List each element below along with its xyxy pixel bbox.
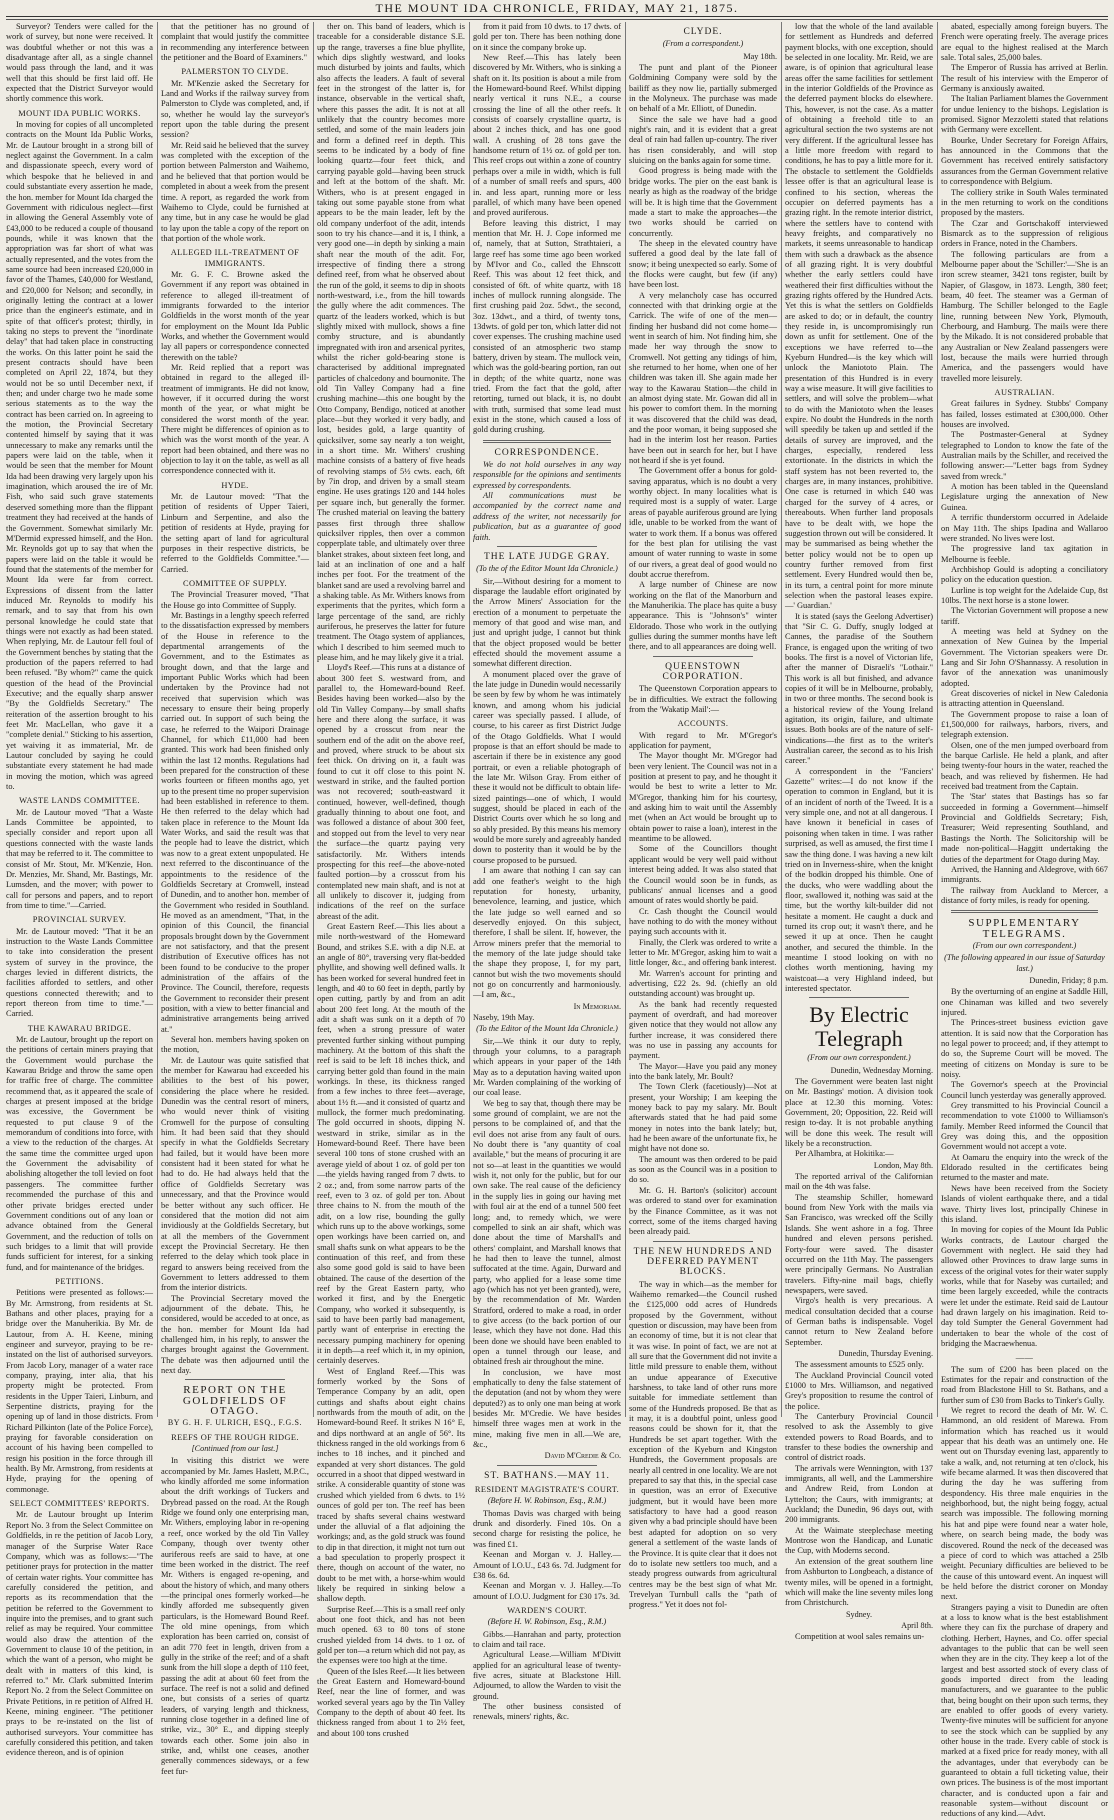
letter-signature: In Memoriam. xyxy=(573,1001,621,1011)
paragraph: In moving for copies of the Mount Ida Public Works contracts, de Lautour charged the Government with neglect. He said they had allowed other Provinces to draw large sums in excess of the original votes for their water supply works, while that for Naseby was curtailed; and time been largely exceeded, while the contracts were let under the estimate. Reid said de Lautour had drawn largely on his imagination. Reid to-day told Sumpter the General Government had undertaken to bear the whole of the cost of bridging the Macraewhenua. xyxy=(941,1225,1108,1348)
paragraph: The amount was then ordered to be paid as soon as the Council was in a position to do so. xyxy=(629,1154,777,1185)
section-heading-rough-ridge: REEFS OF THE ROUGH RIDGE. xyxy=(171,1432,299,1442)
paragraph: Keenan and Morgan v. J. Halley.—Amount of I.O.U., £43 6s. 7d. Judgment for £38 6s. 6d. xyxy=(473,1550,621,1580)
section-heading-public-works: MOUNT IDA PUBLIC WORKS. xyxy=(18,108,141,118)
paragraph: Mr. de Lautour, brought up the report on the petitions of certain miners praying that the Government would purchase the Kawarau Bridge and throw the same open for traffic free of charge. The committee recommend that, as it appeared the scale of charges at present imposed at the bridge was excessive, the Government be requested to put clause 9 of the memorandum of conditions into force, with a view to the reduction of the charges. At the same time the committee urged upon the Government the advisability of abolishing altogether the toll levied on foot passengers. The committee further recommended the purchase of this and other private bridges erected under Government conditions out of any loan or advance obtained from the General Government, and the reduction of tolls on such bridges to a limit that will provide funds sufficient for interest, for a sinking fund, and for maintenance of the bridges. xyxy=(6,1035,153,1272)
correspondent-note: (From a correspondent.) xyxy=(662,39,744,49)
dateline: May 18th. xyxy=(743,51,777,61)
paragraph: Great discoveries of nickel in New Caledonia is attracting attention in Queensland. xyxy=(941,689,1108,709)
section-heading-australian: AUSTRALIAN. xyxy=(994,388,1055,398)
paragraph: Competition at wool sales remains un- xyxy=(795,1632,925,1642)
paragraph: Before leaving this district, I may mention that Mr. H. J. Cope informed me of, namely, that at Sutton, Strathtaieri, a large reef has some time ago been worked by M'Ivor and Co., called the Ehnscott Reef. This was about 12 feet thick, and consisted of 6ft. of white quartz, with 18 inches of mullock running alongside. The first crushing paid 2oz. 5dwt., the second, 3oz. 13dwt., and a third, of twenty tons, 13dwts. of gold per ton, which latter did not cover expenses. The crushing machine used consisted of an atmospheric two stamp battery, driven by steam. The mullock vein, which was the gold-bearing portion, ran out in depth; of the white quartz, none was tried. From the fact that the gold, after retorting, turned out black, it is, no doubt with truth, surmised that some lead must exist in the stone, which caused a loss of gold during crushing. xyxy=(473,218,621,435)
paragraph: The 'Star' states that Bastings has so far succeeded in forming a Government—himself Provincial and Goldfields Secretary; Fish, Treasurer; Weid representing Southland, and Bastings the North. The Solicitorship will be made non-political—Haggitt undertaking the duties of the department for Otago during May. xyxy=(941,792,1108,864)
section-heading-wardens-court: WARDEN'S COURT. xyxy=(507,1605,587,1615)
paragraph: By the overturning of an engine at Saddle Hill, one Chinaman was killed and two severely injured. xyxy=(941,987,1108,1017)
paragraph: Mr. G. F. C. Browne asked the Government if any report was obtained in reference to alleged ill-treatment of immigrants forwarded to the interior Goldfields in the worst month of the year for employment on the Mount Ida Public Works, and whether the Government would lay all papers or correspondence connected therewith on the table? xyxy=(161,269,309,362)
paragraph: At the Waimate steeplechase meeting Montrose won the Handicap, and Lunatic the Cup, with Moderns second. xyxy=(785,1525,933,1556)
paragraph: The reported arrival of the Californian mail on the 4th was false. xyxy=(785,1172,933,1192)
dateline: Dunedin, Thursday Evening. xyxy=(838,1348,933,1358)
paragraph: The colliery strike in South Wales terminated in the men returning to work on the conditions proposed by the masters. xyxy=(941,187,1108,218)
paragraph: A motion has been tabled in the Queensland Legislature urging the annexation of New Guinea. xyxy=(941,482,1108,512)
paragraph: The Emperor of Russia has arrived at Berlin. The result of his interview with the Emperor of Germany is anxiously awaited. xyxy=(941,63,1108,94)
paragraph: Mr. de Lautour moved: "That it be an instruction to the Waste Lands Committee to take into consideration the present system of survey in the province, the charges levied in different districts, the facilities afforded to settlers, and other questions connected therewith; and to report thereon from time to time."—Carried. xyxy=(6,926,153,1019)
letter-signature: David M'Credie & Co. xyxy=(544,1451,621,1461)
double-divider xyxy=(483,440,611,443)
column-divider xyxy=(937,22,938,1417)
divider xyxy=(809,997,909,998)
paragraph: Thomas Davis was charged with being drunk and disorderly. Fined 10s. On a second charge for resisting the police, he was fined £1. xyxy=(473,1508,621,1549)
paragraph: Cr. Cash thought the Council would have nothing to do with the money without paying such accounts with it. xyxy=(629,906,777,937)
section-heading-rm-court: RESIDENT MAGISTRATE'S COURT. xyxy=(474,1485,620,1495)
paragraph: Archbishop Gould is adopting a conciliatory policy on the education question. xyxy=(941,564,1108,585)
double-divider xyxy=(951,910,1098,913)
paragraph: Olsen, one of the men jumped overboard from the barque Carlisle. He held a plank, and after being twenty-four hours in the water, reached the beach, and was relieved by fishermen. He had received bad treatment from the Captain. xyxy=(941,740,1108,792)
paragraph: The Government propose to raise a loan of £1,500,000 for railways, harbors, rivers, and telegraph extension. xyxy=(941,709,1108,740)
paragraph: West of England Reef.—This was formerly worked by the Sons of Temperance Company by an adit, open cuttings and shafts about eight chains northwards from the mouth of adit, on the Homeward-bound Reef. It strikes N 16° E, and dips northward at an angle of 56°. Its thickness ranged in the old workings from 6 inches to 18 inches, and it pinched and expanded at very short distances. The gold occurred in a shoot that dipped westward in strike. A considerable quantity of stone was crushed which yielded from 6 dwts. to 1½ ounces of gold per ton. The reef has been traced by shafts several chains westward under the alluvial of a flat adjoining the workings; and, as the gold struck was found to dip in that direction, it might not turn out a bad speculation to properly prospect it there, though on account of the water, no doubt to be met with, a horse-whim would likely be required in sinking below a shallow depth. xyxy=(317,1366,465,1604)
paragraph: Agricultural Lease.—William M'Divitt applied for an agricultural lease of twenty-five acres, situate at Blackstone Hill. Adjourned, to allow the Warden to visit the ground. xyxy=(473,1650,621,1701)
section-heading-kawarau-bridge: THE KAWARAU BRIDGE. xyxy=(27,1023,132,1033)
column-7 xyxy=(941,22,1108,1819)
masthead-rule-secondary xyxy=(6,19,1108,20)
paragraph: Mr. de Lautour moved: "That the petition of residents of Upper Taieri, Linburn and Serpentine, and also the petition of residents at Hyde, praying for the setting apart of land for agricultural purposes in their respective districts, be referred to the Goldfields Committee."—Carried. xyxy=(161,492,309,574)
paragraph: The other business consisted of renewals, miners' rights, &c. xyxy=(473,1701,621,1722)
paragraph: Surprise Reef.—This is a small reef only about one foot thick, and has not been much opened. 63 to 80 tons of stone crushed yielded from 14 dwts. to 1 oz. of gold per ton—a return which did not pay, as the expenses were too high at the time. xyxy=(317,1604,465,1666)
paragraph: The Government were beaten last night on Mr. Bastings' motion. A division took place at 12.30 this morning. Votes: Government, 20; Opposition, 22. Reid will resign to-day. It is not probable anything will be done this week. The result will likely be a reconstruction. xyxy=(785,1077,933,1149)
paragraph: Bourke, Under Secretary for Foreign Affairs, has announced in the Commons that the Government has received entirely satisfactory assurances from the German Government relative to correspondence with Belgium. xyxy=(941,135,1108,187)
paragraph: An extension of the great southern line from Ashburton to Longbeach, a distance of twenty miles, will be opened in a fortnight, which will make the line seventy miles long from Christchurch. xyxy=(785,1556,933,1608)
section-heading-clyde: CLYDE. xyxy=(683,27,723,37)
column-2 xyxy=(161,22,309,1776)
paragraph: The sum of £200 has been placed on the Estimates for the repair and construction of the road from Blackstone Hill to St. Bathans, and a further sum of £30 from Backs to Tinker's Gully. xyxy=(941,1364,1108,1405)
paragraph: A large number of Chinese are now working on the flat of the Manorburn and the Manuherikia. The place has quite a busy appearance. This is "Johnson's" winter Eldorado. Those who work in the outlying gullies during the summer months have left there, and to all appearances are doing well. xyxy=(629,580,777,652)
paragraph: low that the whole of the land available for settlement as Hundreds and deferred payment blocks, with one exception, should be selected in one locality. Mr. Reid, we are aware, is of opinion that agricultural lease areas offer the same facilities for settlement in the interior Goldfields of the Province as the deferred payment blocks do elsewhere. This, however, is not the case. As a matter of obtaining a freehold title to an agricultural section the two systems are not very different. If the agricultural lessee has a little more freedom with regard to conditions, he has to pay a little more for it. The obstacle to settlement the Goldfields lessee offer is that an agricultural lease is confined to his section, whereas the occupier on deferred payments has a grazing right. In the remote interior district, where the settlers have to contend with heavy freights, and comparatively no markets, it seems unreasonable to handicap them with such a drawback as the absence of all grazing right. It is very doubtful whether the early settlers could have weathered their first difficulties without the grazing rights offered by the Hundred Acts. Yet this is what the settlers on Goldfields are asked to do; or in default, the country they reside in, is uncompromisingly run down as unfit for settlement. One of the exceptions we have referred to—the Kyeburn Hundred—is the key which will unlock the Maniototo Plain. The presentation of this Hundred is in every way a wise measure. It will give facilities to settlers, and will solve the problem—what to do with the Maniototo when the leases expire. No doubt the Hundreds in the north will speedily be taken up and settled if the details of survey are improved, and the charges, especially, rendered less extortionate. In the districts in which the staff system has not been reverted to, the charges are, in many instances, prohibitive. One case is returned in which £40 was charged for the survey of 4 acres, or thereabouts. When further land proposals have to be dealt with, we hope the suggestion thrown out will be considered. It may be summarised as being whether the better policy would not be to open up country further removed from first settlement. Every Hundred would then be, in its turn, a central point for more minute selection when the pastoral leases expire.—' Guardian.' xyxy=(785,22,933,611)
paragraph: Lloyd's Reef.—This runs at a distance of about 300 feet S. westward from, and parallel to, the Homeward-bound Reef. Besides having been worked—also by the old Tin Valley Company—by small shafts here and there along the surface, it was opened by a crosscut from near the southern end of the adit on the above reef, and proved, where struck to be about six feet thick. On driving on it, a fault was found to cut it off close to this point N. westward in strike, and the faulted portion was not recovered; south-eastward it continued, however, well-defined, though gradually thinning to about one foot, and was followed a distance of about 300 feet, and stopped out from the level to very near the surface—the quartz paying very satisfactorily. Mr. Withers intends prospecting for this reef—the above-noted faulted portion—by a crosscut from his contemplated new main shaft, and is not at all unlikely to discover it, judging from indications of the reef on the surface abreast of the adit. xyxy=(317,663,465,921)
section-heading-electric-telegraph: By Electric Telegraph xyxy=(809,1002,909,1052)
column-3 xyxy=(317,22,465,1738)
column-5 xyxy=(629,22,777,1610)
section-heading-select-committees: SELECT COMMITTEES' REPORTS. xyxy=(9,1499,150,1509)
paragraph: News have been received from the Society Islands of violent earthquake there, and a tidal wave. Thirty lives lost, principally Chinese in this island. xyxy=(941,1183,1108,1224)
paragraph: We beg to say that, though there may be some ground of complaint, we are not the persons to be complained of, and that the evil does not arise from any fault of ours. No doubt there is "any quantity of coal available," but the means of procuring it are not so—at least in the quantities we would wish it, not only for the public, but for our own sake. The real cause of the deficiency in the supply lies in going our having met with foul air at the end of a tunnel 500 feet long; and, to remedy which, we were compelled to sink an air shaft, which was done about the time of Marshall's and others' complaint, and Marshall knows that he had then to leave the tunnel, almost suffocated at the time. Again, Durward and party, who applied for a lease some time ago (which has not yet been granted), were, by the recommendation of Mr. Warden Stratford, ordered to make a road, in order to give access (to the back portion of our lease, which they have not done. Had this been done we should have been enabled to open a tunnel through our lease, and obtained fresh air throughout the mine. xyxy=(473,1098,621,1367)
paragraph: The Provincial Treasurer moved, "That the House go into Committee of Supply. xyxy=(161,590,309,610)
divider xyxy=(497,1465,597,1466)
paragraph: A terrific thunderstorm occurred in Adelaide on May 11th. The ships Ipadina and Wallaroo were stranded. No lives were lost. xyxy=(941,513,1108,543)
paragraph: Mr. Bastings in a lengthy speech referred to the dissatisfaction expressed by members of the House in reference to the departmental arrangements of the Government, and to the Estimates as brought down, and that the large and important Public Works which had been undertaken by the Province had not received that supervision which was necessary to ensure their being properly carried out. In support of such being the case, he referred to the Waipori Drainage Channel, for which £11,000 had been granted. This work had been finished only within the last 12 months. Regulations had been prepared for the construction of these works fourteen or fifteen months ago, yet up to the present time no proper supervision had been established in reference to them. He then referred to the delay which had taken place in reference to the Mount Ida Water Works, and said the result was that the people had to leave the district, which was now to a great extent unpopulated. He next referred to the discontinuance of the appointments to the residence of the Goldfields Secretary at Cromwell, instead of Dunedin, and to another hon. member of the Government who resided in Southland. He moved as an amendment, "That, in the opinion of this Council, the financial proposals brought down by the Government are not satisfactory, and that the present distribution of Executive offices has not been found to be conducive to the proper administration of the affairs of the Province. The Council, therefore, requests the Government to reconsider their present position, with a view to better financial and administrative arrangements being arrived at." xyxy=(161,610,309,1034)
paragraph: The progressive land tax agitation in Melbourne is feeble. xyxy=(941,544,1108,564)
paragraph: The arrivals were Wennington, with 137 immigrants, all well, and the Lammershire and Andrew Reid, from London at Lyttelton; the Caurs, with immigrants; at Auckland; the Dunedin, 96 days out, with 200 immigrants. xyxy=(785,1463,933,1525)
section-heading-waste-lands: WASTE LANDS COMMITTEE. xyxy=(19,796,140,806)
letter-addressee: (To the of the Editor Mount Ida Chronicle.) xyxy=(476,564,618,574)
paragraph: Some of the Councillors thought applicant would be very well paid without interest being added. It was also stated that the Council would soon be in funds, as publicans' annual licenses and a good amount of rates would shortly be paid. xyxy=(629,844,777,906)
article-title-goldfields-report: REPORT ON THE GOLDFIELDS OF OTAGO. xyxy=(182,1384,288,1418)
paragraph: The Provincial Secretary moved the adjournment of the debate. This, he considered, would be acceded to at once, as the hon. member for Mount Ida had challenged him, in his reply, to answer the charges brought against the Government. The debate was then adjourned until the next day. xyxy=(161,1293,309,1375)
paragraph: The Queenstown Corporation appears to be in difficulties. We extract the following from the 'Wakatip Mail':— xyxy=(629,684,777,714)
section-heading-supply: COMMITTEE OF SUPPLY. xyxy=(182,578,288,588)
reprint-note: (The following appeared in our issue of Saturday last.) xyxy=(944,953,1105,973)
article-byline: BY G. H. F. ULRICH, ESQ., F.G.S. xyxy=(167,1418,303,1428)
paragraph: Since the sale we have had a good night's rain, and it is evident that a great deal of rain had fallen up-country. The river has risen considerably, and will stop sluicing on the banks again for some time. xyxy=(629,114,777,166)
paragraph: Mr. Warren's account for printing and advertising, £22 2s. 9d. (chiefly an old outstanding account) was brought up. xyxy=(629,968,777,999)
letter-title-judge-gray: THE LATE JUDGE GRAY. xyxy=(483,551,611,562)
paragraph: Mr. de Lautour moved "That a Waste Lands Committee be appointed, to specially consider and report upon all questions connected with the waste lands that may be referred to it. The committee to consist of Mr. Stout, Mr. M'Kenzie, Hon. Dr. Menzies, Mr. Shand, Mr. Bastings, Mr. Lumsden, and the mover; with power to call for persons and papers, and to report from time to time."—Carried. xyxy=(6,807,153,910)
paragraph: The Victorian Government will propose a new tariff. xyxy=(941,606,1108,626)
section-separator: —— xyxy=(1015,1353,1034,1363)
paragraph: The way in which—as the member for Waihemo remarked—the Council rushed the £125,000 odd acres of Hundreds proposed by the Government, without question or discussion, may have been from an economy of time, but it is not clear that it was wise. In point of fact, we are not at all sure that the Government did not invite a little mild pressure to enable them, without an undue appearance of Executive harshness, to take land of other runs more suitable for immediate settlement than some of the Hundreds proposed. Be that as it may, it is a doubtful point, unless good reasons could be shown for it, that the Hundreds be set apart together. With the exception of the Kyeburn and Kingston Hundreds, the Government proposals are nearly all centred in one locality. We are not prepared to say that this, in the special case in question, was an error of Executive judgment, but it would have been more satisfactory to have had a good reason given why a bad principle should have been best adapted for adoption on so very general a settlement of the waste lands of the Province. It is quite clear that it does not do to isolate new settlers too much, and a steady progress outwards from agricultural centres may be the best sign of what Mr. Trevelyan Turnbull calls the "path of progress." Yet it does not fol- xyxy=(629,1279,777,1610)
masthead-rule xyxy=(6,16,1108,17)
correspondent-note: (From our own correspondent.) xyxy=(807,1053,911,1063)
column-1 xyxy=(6,22,153,1758)
paragraph: A monument placed over the grave of the late judge in Dunedin would necessarily be seen by few by whom he was intimately known, and among whom his judicial career was specially passed. I allude, of course, to his career as first District Judge of the Otago Goldfields. What I would propose is that an effort should be made to ascertain if there be in existence any good portrait, or even a reliable photograph of the late Mr. Wilson Gray. From either of these it would not be difficult to obtain life-sized paintings—one of which, I would suggest, should be placed in each of the District Courts over which he so long and so ably presided. By this means his memory would be more surely and agreeably handed down to posterity than it would be by the course proposed to be pursued. xyxy=(473,669,621,865)
paragraph: Per Alhambra, at Hokitika:— xyxy=(795,1149,894,1159)
paragraph: ther on. This band of leaders, which is traceable for a considerable distance S.E. up the range, traverses a fine blue phyllite, which dips slightly westward, and looks much disturbed by joints and faults, which also affects the leaders. A fault of several feet in the strongest of the latter is, for instance, observable in the vertical shaft, where this passes the adit. It is not at all unlikely that the country becomes more settled, and some of the main leaders join and form a defined reef in depth. This seems to be indicated by a body of fine looking quartz—four feet thick, and carrying payable gold—having been struck and left at the bottom of the shaft. Mr. Withers, who is at present engaged in taking out some payable stone from what appears to be the main leader, left by the old company underfoot of the adit, intends soon to try his chance—and it is, I think, a very good one—in depth by sinking a main shaft near the mouth of the adit. For, irrespective of finding there a strong defined reef, from what he observed about the run of the gold, it seems to dip in shoots north-westward, i.e., from the hill towards the gully where the adit commences. The quartz of the leaders worked, which is but slightly mixed with mullock, shows a fine comby structure, and is abundantly impregnated with iron and arsenical pyrites, whilst the richer gold-bearing stone is characterised by additional impregnated particles of chalcedony and bournonite. The old Tin Valley Company had a fine crushing machine—this one bought by the Otto Company, Bendigo, noticed at another place—but they worked it very badly, and lost, besides gold, a large quantity of quicksilver, some say nearly a ton weight, in a short time. Mr. Withers' crushing machine consists of a battery of five heads of revolving stamps of 5½ cwts. each, 6ft by 7in drop, and driven by a small steam engine. He uses gratings 120 and 144 holes per square inch, but generally the former. The crushed material on leaving the battery passes first through three shallow quicksilver ripples, then over a common copperplate table, and ultimately over three blanket strakes, about sixteen feet long, and laid at an inclination of one and a half inches per foot. For the treatment of the blanket sand are used a revolving barrel and a shaking table. As Mr. Withers knows from experiments that the pyrites, which form a large percentage of the sand, are richly auriferous, he preserves the latter for future treatment. The Otago system of appliances, which I described to him seemed much to please him, and he may likely give it a trial. xyxy=(317,22,465,662)
column-divider xyxy=(469,22,470,1417)
paragraph: Keenan and Morgan v. J. Halley.—To amount of I.O.U. Judgment for £30 17s. 3d. xyxy=(473,1581,621,1601)
column-6 xyxy=(785,22,933,1642)
paragraph: The sheep in the elevated country have suffered a good deal by the late fall of snow; it being unexpected so early. Some of the flocks were caught, but few (if any) have been lost. xyxy=(629,238,777,290)
column-divider xyxy=(781,22,782,1417)
paragraph: Queen of the Isles Reef.—It lies between the Great Eastern and Homeward-bound Reef, near the line of former, and was worked several years ago by the Tin Valley Company to the depth of about 40 feet. Its thickness ranged from about 1 to 2½ feet, and about 100 tons crushed xyxy=(317,1666,465,1738)
section-heading-correspondence: CORRESPONDENCE. xyxy=(494,447,600,458)
paragraph: In conclusion, we have most emphatically to deny the false statement of the deputation (and not by whom they were deputed?) as to only one man being at work besides Mr. M'Credie. We have besides himself three wages men at work in the mine, making five men in all.—We are, &c., xyxy=(473,1367,621,1450)
paragraph: that the petitioner has no ground of complaint that would justify the committee in recommending any interference between the petitioner and the Board of Examiners." xyxy=(161,22,309,63)
paragraph: Mr. M'Kenzie asked the Secretary for Land and Works if the railway survey from Palmerston to Clyde was completed, and, if so, whether he would lay the surveyor's report upon the table during the present session? xyxy=(161,78,309,140)
paragraph: Mr. Reid said he believed that the survey was completed with the exception of the portion between Palmerston and Waihemo, and he believed that that portion would be completed in about a week from the present time. A report, as regarded the work from Waihemo to Clyde, could be furnished at any time, but in any case he would be glad to lay upon the table a copy of the report on that portion of the whole work. xyxy=(161,140,309,243)
paragraph: Virgo's health is very precarious. A medical consultation decided that a course of German baths is indispensable. Vogel cannot return to New Zealand before September. xyxy=(785,1296,933,1347)
paragraph: The Czar and Gortschakoff interviewed Bismarck as to the suppression of religious orders in France, noted in the Chambers. xyxy=(941,218,1108,249)
paragraph: The Postmaster-General at Sydney telegraphed to London to know the fate of the Australian mails by the Schiller, and received the following answer:—"Letter bags from Sydney saved from wreck." xyxy=(941,430,1108,481)
paragraph: The assessment amounts to £525 only. xyxy=(795,1360,924,1370)
paragraph: Mr. de Lautour brought up Interim Report No. 3 from the Select Committee on Goldfields, in re the petition of Jacob Lory, manager of the Surprise Water Race Company, which was as follows:—"The petitioner prays for protection in the matter of certain water rights. Your committee has carefully considered the petition, and reports as its recommendation that the petition be referred to the Government to inquire into the premises, and to grant such relief as may be required. Your committee would also draw the attention of the Government to clause 10 of the petition, in which the want of a person, who might be dealt with in matters of this kind, is referred to." Mr. Clark submitted Interim Report No. 2 from the Select Committee on Private Petitions, in re petition of Alfred H. Keene, mining engineer. "The petitioner prays to be re-instated on the list of authorised surveyors. Your committee has carefully considered this petition, and taken evidence thereon, and is of opinion xyxy=(6,1510,153,1758)
paragraph: The punt and plant of the Pioneer Goldmining Company were sold by the bailiff as they now lie, partially submerged in the Molyneux. The purchase was made on behalf of a Mr. Elliott, of Dunedin. xyxy=(629,63,777,114)
paragraph: The railway from Auckland to Mercer, a distance of forty miles, is ready for opening. xyxy=(941,885,1108,905)
paragraph: Finally, the Clerk was ordered to write a letter to Mr. M'Gregor, asking him to wait a little longer, &c., and offering bank interest. xyxy=(629,937,777,968)
paragraph: Great failures in Sydney. Stubbs' Company has failed, losses estimated at £300,000. Other houses are involved. xyxy=(941,399,1108,430)
paragraph: In moving for copies of all uncompleted contracts on the Mount Ida Public Works, Mr. de Lautour brought in a strong bill of neglect against the Government. In a calm and dispassionate speech, every word of which bespoke that he believed in and could substantiate every assertion he made, the hon. member for Mount Ida charged the Government with ridiculous neglect—first in allowing the General Assembly vote of £43,000 to be reduced a couple of thousand pounds, while it was known that the appropriation was far short of what was actually represented, and the votes from the same source had been increased £20,000 in favor of the Thames, £40,000 for Westland, and £20,000 for Nelson; and secondly, in originally letting the contract at a lower price than the engineer's estimate, and in spite of that officer's protest; thirdly, in taking no steps to prevent the "inordinate delay" that had taken place in constructing the works. On this latter point he said the present contracts should have been completed on April 22, 1874, but they would not be so until December next, if then; and under charge two he made some serious statements as to the way the contract has been carried on. In agreeing to the motion, the Provincial Secretary contented himself by saying that it was unnecessary to make any remarks until the papers were laid on the table, when it would be seen that the member for Mount Ida had been drawing very largely upon his imagination, which aroused the ire of Mr. Fish, who said such grave statements deserved something more than the flippant treatment they had received at the hands of the Government. Somewhat similarly Mr. M'Dermid expressed himself, and the Hon. Mr. Reynolds got up to say that when the papers were laid on the table it would be found that the statements of the member for Mount Ida were far from correct. Expressions of dissent from the latter induced Mr. Reynolds to modify his remark, and to say that from his own personal knowledge he could state that things were not exactly as had been stated. When replying, Mr. de Lautour fell foul of the Government benches by stating that the production of the papers referred to had been refused. "By whom?" came the quick question of the head of the Provincial Executive; and the equally sharp answer "By the Goldfields Secretary." The reiteration of the assertion brought to his feet Mr. MacLellan, who gave it a "complete denial." Sticking to his assertion, yet waiving it as immaterial, Mr. de Lautour concluded by saying he could substantiate every statement he had made in moving the motion, which was agreed to. xyxy=(6,120,153,792)
column-divider xyxy=(625,22,626,1417)
paragraph: abated, especially among foreign buyers. The French were operating freely. The average prices are equal to the highest realised at the March sale. Total sales, 25,000 bales. xyxy=(941,22,1108,63)
paragraph: Mr. de Lautour was quite satisfied that the member for Kawarau had exceeded his abilities to the best of his power, considering the place where he resided. Dunedin was the central resort of miners, who would never think of visiting Cromwell for the purpose of consulting him. It had been said that they should specify in what the Goldfields Secretary had failed, but it would have been more consistent had it been stated for what he had to do. He had always held that the office of Goldfields Secretary was unnecessary, and that the Province would be better without any such officer. He considered that the motion did not aim invidiously at the Goldfields Secretary, but at all the members of the Government except the Provincial Secretary. He then referred to the delay which took place in regard to answers being received from the Government to letters addressed to them from the interior districts. xyxy=(161,1055,309,1293)
paragraph: The Governor's speech at the Provincial Council lunch yesterday was generally approved. xyxy=(941,1080,1108,1100)
paragraph: It is stated (says the Geelong Advertiser) that "Sir C. G. Duffy, snugly lodged at Cannes, the paradise of the Southern France, is engaged upon the writing of two books. The first is a novel of Victorian life, after the manner of Disraeli's "Lothair." This work is all but finished, and advance copies of it will be in Melbourne, probably, in two or three months. The second book is a historical review of the Young Ireland agitation, its origin, failure, and ultimate issues. Both books are of the nature of self-vindications—the first as to the writer's Australian career, the second as to his Irish career." xyxy=(785,611,933,766)
paragraph: The Princes-street business eviction gave attention. It is said now that the Corporation has no legal power to proceed; and, if they attempt to do so, the Supreme Court will be moved. The meeting of citizens on Monday is sure to be noisy. xyxy=(941,1018,1108,1080)
section-heading-st-bathans: ST. BATHANS.—MAY 11. xyxy=(484,1470,610,1481)
paragraph: We regret to record the death of Mr. W. C. Hammond, an old resident of Marewa. From information which has reached us it would appear that his death was an untimely one. He went out on Thursday evening last, apparently to take a walk, and, not returning at ten o'clock, his wife became alarmed. It was then discovered that during the day he was suffering from despondency. His three male enquiries in the neighborhood, but, the night being foggy, actual search was impossible. The following morning his hat and pipe were found near a water hole, where, on search being made, the body was discovered. Round the neck of the deceased was a piece of cord to which was attached a 25lb weight. Pecuniary difficulties are believed to be the cause of this untoward event. An inquest will be held before the district coroner on Monday next. xyxy=(941,1406,1108,1602)
divider xyxy=(185,1379,285,1380)
section-heading-accounts: ACCOUNTS. xyxy=(677,719,729,729)
paragraph: The steamship Schiller, homeward bound from New York with the mails via San Francisco, was wrecked off the Scilly Islands. She went ashore in a fog. Three hundred and eleven persons perished. Forty-four were saved. The disaster occurred on the 11th May. The passengers were principally Germans. No Australian travelers. Fifty-nine mail bags, chiefly newspapers, were saved. xyxy=(785,1192,933,1295)
dateline: London, May 8th. xyxy=(873,1160,933,1170)
paragraph: Mr. G. H. Barton's (solicitor) account was ordered to stand over for examination by the Finance Committee, as it was not correct, some of the items charged having been already paid. xyxy=(629,1185,777,1237)
paragraph: New Reef.—This has lately been discovered by Mr. Withers, who is sinking a shaft on it. Its position is about a mile from the Homeward-bound Reef. Whilst dipping nearly vertical it runs N.E., a course crossing the line of all the other reefs. It consists of coarsely crystalline quartz, is about 2 inches thick, and has one good wall. A crushing of 28 tons gave the handsome return of 1½ oz. of gold per ton. This reef crops out within a zone of country perhaps over a mile in width, which is full of a number of small reefs and spurs, 400 in. and less apart, running more or less parallel, of which many have been opened and proved auriferous. xyxy=(473,53,621,218)
dateline: April 8th. xyxy=(901,1620,933,1630)
section-heading-ill-treatment: ALLEGED ILL-TREATMENT OF IMMIGRANTS. xyxy=(170,248,300,268)
divider xyxy=(653,1241,753,1242)
paragraph: As the bank had recently requested payment of overdraft, and had moreover given notice that they would not allow any further increase, it was considered there was no use in passing any accounts for payment. xyxy=(629,999,777,1061)
paragraph: Several hon. members having spoken on the motion, xyxy=(161,1035,309,1055)
paragraph: In visiting this district we were accompanied by Mr. James Haslett, M.P.C., who kindly afforded me some information about the drift workings of Tuckers and Drybread passed on the road. At the Rough Ridge we found only one enterprising man, Mr. Withers, employing labor in re-opening a reef, once worked by the old Tin Valley Company, though over twenty other auriferous reefs are said to have, at one time been worked in the district. The reef Mr. Withers is engaged re-opening, and about the history of which, and many others—the principal ones formerly worked—he kindly afforded me subsequently given particulars, is the Homeward Bound Reef. The old mine openings, from which exploration has been carried on, consist of an adit 770 feet in length, driven from a gully in the strike of the reef; and of a shaft sunk from the hill slope a depth of 110 feet, passing the adit at about 60 feet from the surface. The reef is not a solid and defined one, but consists of a series of quartz leaders, of varying length and thickness, running close together in a defined line of strike, viz., 30° E., and dipping steeply towards each other. Some join also in strike, and, whilst one ceases, another generally commences sideways, or a few feet fur- xyxy=(161,1456,309,1776)
paragraph: The Canterbury Provincial Council resolved to ask the Assembly to give extended powers to Road Boards, and to transfer to these bodies the ownership and control of district roads. xyxy=(785,1412,933,1463)
court-presiding: (Before H. W. Robinson, Esq., R.M.) xyxy=(487,1496,607,1506)
section-heading-queenstown: QUEENSTOWN CORPORATION. xyxy=(662,661,744,682)
paragraph: Sir,—We think it our duty to reply, through your columns, to a paragraph which appears in your paper of the 14th May as to a deputation having waited upon Mr. Warden complaining of the working of our coal lease. xyxy=(473,1036,621,1098)
paragraph: A correspondent in the "Fanciers' Gazette" writes:—I do not know if the operation to common in England, but it is of an incident of north of the Tweed. It is a very simple one, and not at all dangerous. I have known it beneficial in cases of poisoning when taken in time. I was rather surprised, as well as amused, the first time I saw the thing done. I was having a new kilt tried on in Inverness-shire, when the knight of the bodkin dropped his thimble. One of the ducks, who were waddling about the floor, swallowed it, nothing was said at the time, but the worthy kilt-builder did not hesitate a moment. He caught a duck and turned its crop out; it wasn't there, and he sewed it up at once. Then he caught another, and secured the thimble. In the meantime I stood looking on with no clothes worth mentioning, having my waistcoat—a very Highland indeed, but interested spectator. xyxy=(785,766,933,993)
correspondent-note: (From our own correspondent.) xyxy=(972,940,1077,950)
dateline: Dunedin, Friday; 8 p.m. xyxy=(1029,975,1108,985)
paragraph: Mr. Reid replied that a report was obtained in regard to the alleged ill-treatment of immigrants. He did not know, however, if it occurred during the worst month of the year, or what might be considered the worst month of the year. There might be differences of opinion as to which was the worst month of the year. A report had been obtained, and there was no objection to lay it on the table, as well as all correspondence connected with it. xyxy=(161,363,309,476)
divider xyxy=(653,656,753,657)
paragraph: The Town Clerk (facetiously)—Not at present, your Worship; I am keeping the money back to pay my salary. Mr. Boult afterwards stated that he had paid some money in notes into the bank lately; but, had he been aware of the unfortunate fix, he might have not done so. xyxy=(629,1082,777,1154)
column-divider xyxy=(157,22,158,1417)
section-heading-supplementary-telegrams: SUPPLEMENTARY TELEGRAMS. xyxy=(968,917,1081,940)
paragraph: Good progress is being made with the bridge works. The pier on the east bank is nearly as high as the roadway of the bridge will be. It is high time that the Government made a start to make the approaches—the two works should be carried on concurrently. xyxy=(629,166,777,238)
paragraph: The Mayor—Have you paid any money into the bank lately, Mr. Boult? xyxy=(629,1061,777,1082)
paragraph: A very melancholy case has occurred connected with that drinking orgie at the Carrick. The wife of one of the men—finding her husband did not come home—went in search of him. Not finding him, she made her way through the snow to Cromwell. Not getting any tidings of him, she returned to her home, when one of her children was taken ill. She again made her way to the Kawarau Station—the child in an almost dying state. Mr. Gowan did all in his power to comfort them. In the morning it was discovered that the child was dead, and the poor woman, it being supposed she had in the interim lost her reason. Parties have been out in search for her, but I have not heard if she is yet found. xyxy=(629,290,777,466)
paragraph: At Oamaru the enquiry into the wreck of the Eldorado resulted in the certificates being returned to the master and mate. xyxy=(941,1152,1108,1183)
paragraph: Petitions were presented as follows:—By Mr. Armstrong, from residents at St. Bathans and other places, praying for a bridge over the Manuherikia. By Mr. de Lautour, from A. H. Keene, mining engineer and surveyor, praying to be re-instated on the list of authorised surveyors. From Jacob Lory, manager of a water race company, praying, inter alia, that his property might be protected. From residents in the Upper Taieri, Linburn, and Serpentine districts, praying for the opening up of land in those districts. From Richard Pilkinton (late of the Police Force), praying for favorable consideration on account of his having been compelled to resign his position in the force through ill health. By Mr. Armstrong, from residents at Hyde, praying for the opening of commonage. xyxy=(6,1288,153,1494)
paragraph: The Government offer a bonus for gold-saving apparatus, which is no doubt a very worthy object. In many localities what is required most is a supply of water. Large areas of payable auriferous ground are lying idle, unable to be worked from the want of water to work them. If a bonus was offered for the best plan for utilising the vast amount of water running to waste in some of our rivers, a great deal of good would no doubt accrue therefrom. xyxy=(629,466,777,579)
column-divider xyxy=(313,22,314,1417)
paragraph: from it paid from 10 dwts. to 17 dwts. of gold per ton. There has been nothing done on it since the company broke up. xyxy=(473,22,621,52)
paragraph: The Mayor thought Mr. M'Gregor had been very lenient. The Council was not in a position at present to pay, and he thought it would be best to write a letter to Mr. M'Gregor, thanking him for his courtesy, and asking him to wait until the Assembly met (when an Act would be brought up to obtain power to raise a loan), interest in the meantime to be allowed. xyxy=(629,751,777,844)
paragraph: Great Eastern Reef.—This lies about a mile north-westward of the Homeward Bound, and strikes S.E. with a dip N.E. at an angle of 80°, traversing very flat-bedded phyllite, and showing well defined walls. It has been worked for several hundred feet in length, and 40 to 60 feet in depth, partly by open cutting, partly by and from an adit about 200 feet long. At the mouth of the adit a shaft was sunk on it a depth of 70 feet, when a strong pressure of water prevented further sinking without pumping machinery. At the bottom of this shaft the reef is said to be left 18 inches thick, and carrying better gold than found in the main workings. In these, its thickness ranged from a few inches to three feet—average, about 1½ ft.—and it consisted of quartz and mullock, the former much predominating. The gold occurred in shoots, dipping N. westward in strike, similar as in the Homeward-bound Reef. There have been several 100 tons of stone crushed with an average yield of about 1 oz. of gold per ton—the yields having ranged from 7 dwts. to 2 oz.; and, from some narrow parts of the reef, even to 3 oz. of gold per ton. About three chains to N. from the mouth of the adit, on a low rise, bounding the gully which runs up to the above workings, some open workings have been carried on, and small shafts sunk on what appears to be the continuation of this reef, and from these also some good gold is said to have been obtained. The cause of the desertion of the reef by the Great Eastern party, who worked it first, and by the Energetic Company, who worked it subsequently, is said to have been partly bad management, partly want of enterprise in erecting the necessary pumping machinery for opening it in depth—a reef which it, in my opinion, certainly deserves. xyxy=(317,921,465,1366)
paragraph: Strangers paying a visit to Dunedin are often at a loss to know what is the best establishment where they can fix the purchase of drapery and clothing. Herbert, Haynes, and Co. offer special advantages to the public that can be well seen when they are in the city. They keep a lot of the largest and best assorted stock of every class of goods imported direct from the leading manufacturers, and we guarantee to the public that, being bought on their upon such terms, they are enabled to offer goods of every variety. Twenty-five minutes will be sufficient for anyone to see the stock which can be supplied by any other house in the trade. Every cable of stock is marked at a fixed price for ready money, with all the advantages, under that everybody can be guaranteed to obtain a full ticketing value, their own prices. The business is of the most important character, and is conducted upon a fair and reasonable system—without discount or reductions of any kind.—Advt. xyxy=(941,1602,1108,1819)
letter-addressee: (To the Editor of the Mount Ida Chronicle.) xyxy=(476,1024,618,1034)
dateline: Sydney. xyxy=(845,1609,873,1619)
dateline: Dunedin, Wednesday Morning. xyxy=(830,1065,933,1075)
paragraph: I am aware that nothing I can say can add one feather's weight to the high reputation for honesty, urbanity, benevolence, learning, and justice, which the late judge so well earned and so deservedly enjoyed. On this subject, therefore, I shall be silent. If, however, the Arrow miners prefer that the memorial to the memory of the late judge should take the shape they propose, I, for my part, cannot but wish the two movements should not go on concurrently and harmoniously.—I am, &c., xyxy=(473,866,621,1000)
section-heading-palmerston-clyde: PALMERSTON TO CLYDE. xyxy=(181,67,289,77)
paragraph: The following particulars are from a Melbourne paper about the 'Schiller:'—'She is an iron screw steamer, 3421 tons register, built by Napier, of Glasgow, in 1873. Length, 380 feet; beam, 40 feet. The steamer was a German of Hamburg. The Schiller belonged to the Eagle line, running between New York, Plymouth, Cherbourg, and Hamburg. The mails were there by the Mikado. It is not considered probable that any Australian or New Zealand passengers were lost, because the mails were hurried through America, and the passengers would have travelled more leisurely. xyxy=(941,249,1108,383)
divider xyxy=(497,546,597,547)
continued-note: [Continued from our last.] xyxy=(191,1444,279,1454)
paragraph: The Italian Parliament blames the Government for undue leniency to the bishops. Legislation is promised. Signor Mezzoletti stated that relations with Germany were excellent. xyxy=(941,94,1108,135)
paragraph: Sir,—Without desiring for a moment to disparage the laudable effort originated by the Arrow Miners' Association for the erection of a monument to perpetuate the memory of that good and wise man, and just and upright judge, I cannot but think that the object proposed would be better effected should the movement assume a somewhat different direction. xyxy=(473,576,621,669)
section-heading-new-hundreds: THE NEW HUNDREDS AND DEFERRED PAYMENT BLOCKS. xyxy=(633,1246,773,1278)
paragraph: Gibbs.—Hanrahan and party, protection to claim and tail race. xyxy=(473,1629,621,1649)
column-4 xyxy=(473,22,621,1722)
paragraph: Arrived, the Hanning and Aldegrove, with 667 immigrants. xyxy=(941,864,1108,885)
page-masthead: THE MOUNT IDA CHRONICLE, FRIDAY, MAY 21, 1875. xyxy=(375,1,739,15)
paragraph: Surveyor? Tenders were called for the work of survey, but none were received. It was doubtful whether or not this was a disadvantage after all, as a single channel would pass through the land, and it was well that this should be first laid off. He expected that the District Surveyor would shortly commence this work. xyxy=(6,22,153,104)
paragraph: The Auckland Provincial Council voted £1000 to Mrs. Williamson, and negatived Grey's proposition to resume the control of the police. xyxy=(785,1370,933,1411)
editorial-note: We do not hold ourselves in any way responsible for the opinions and sentiments expressed by correspondents. xyxy=(473,460,621,490)
section-heading-petitions: PETITIONS. xyxy=(55,1276,104,1286)
letter-dateline: Naseby, 19th May. xyxy=(473,1012,535,1022)
paragraph: Lurline is top weight for the Adelaide Cup, 8st 10lbs. The next horse is a stone lower. xyxy=(941,585,1108,605)
paragraph: Grey transmitted to his Provincial Council a recommendation to vote £1000 to Williamson's family. Member Reed informed the Council that Grey was doing this, and the opposition Government would not accept a vote. xyxy=(941,1101,1108,1152)
court-presiding: (Before H. W. Robinson, Esq., R.M.) xyxy=(487,1617,607,1627)
paragraph: With regard to Mr. M'Gregor's application for payment, xyxy=(629,730,777,751)
editorial-note: All communications must be accompanied by the correct name and address of the writer, not necessarily for publication, but as a guarantee of good faith. xyxy=(473,491,621,542)
section-heading-hyde: HYDE. xyxy=(221,480,249,490)
paragraph: A meeting was held at Sydney on the annexation of New Guinea by the Imperial Government. The Victorian speakers were Dr. Lang and Sir John O'Shannassy. A resolution in favor of the annexation was unanimously adopted. xyxy=(941,626,1108,688)
section-heading-provincial-survey: PROVINCIAL SURVEY. xyxy=(32,915,127,925)
